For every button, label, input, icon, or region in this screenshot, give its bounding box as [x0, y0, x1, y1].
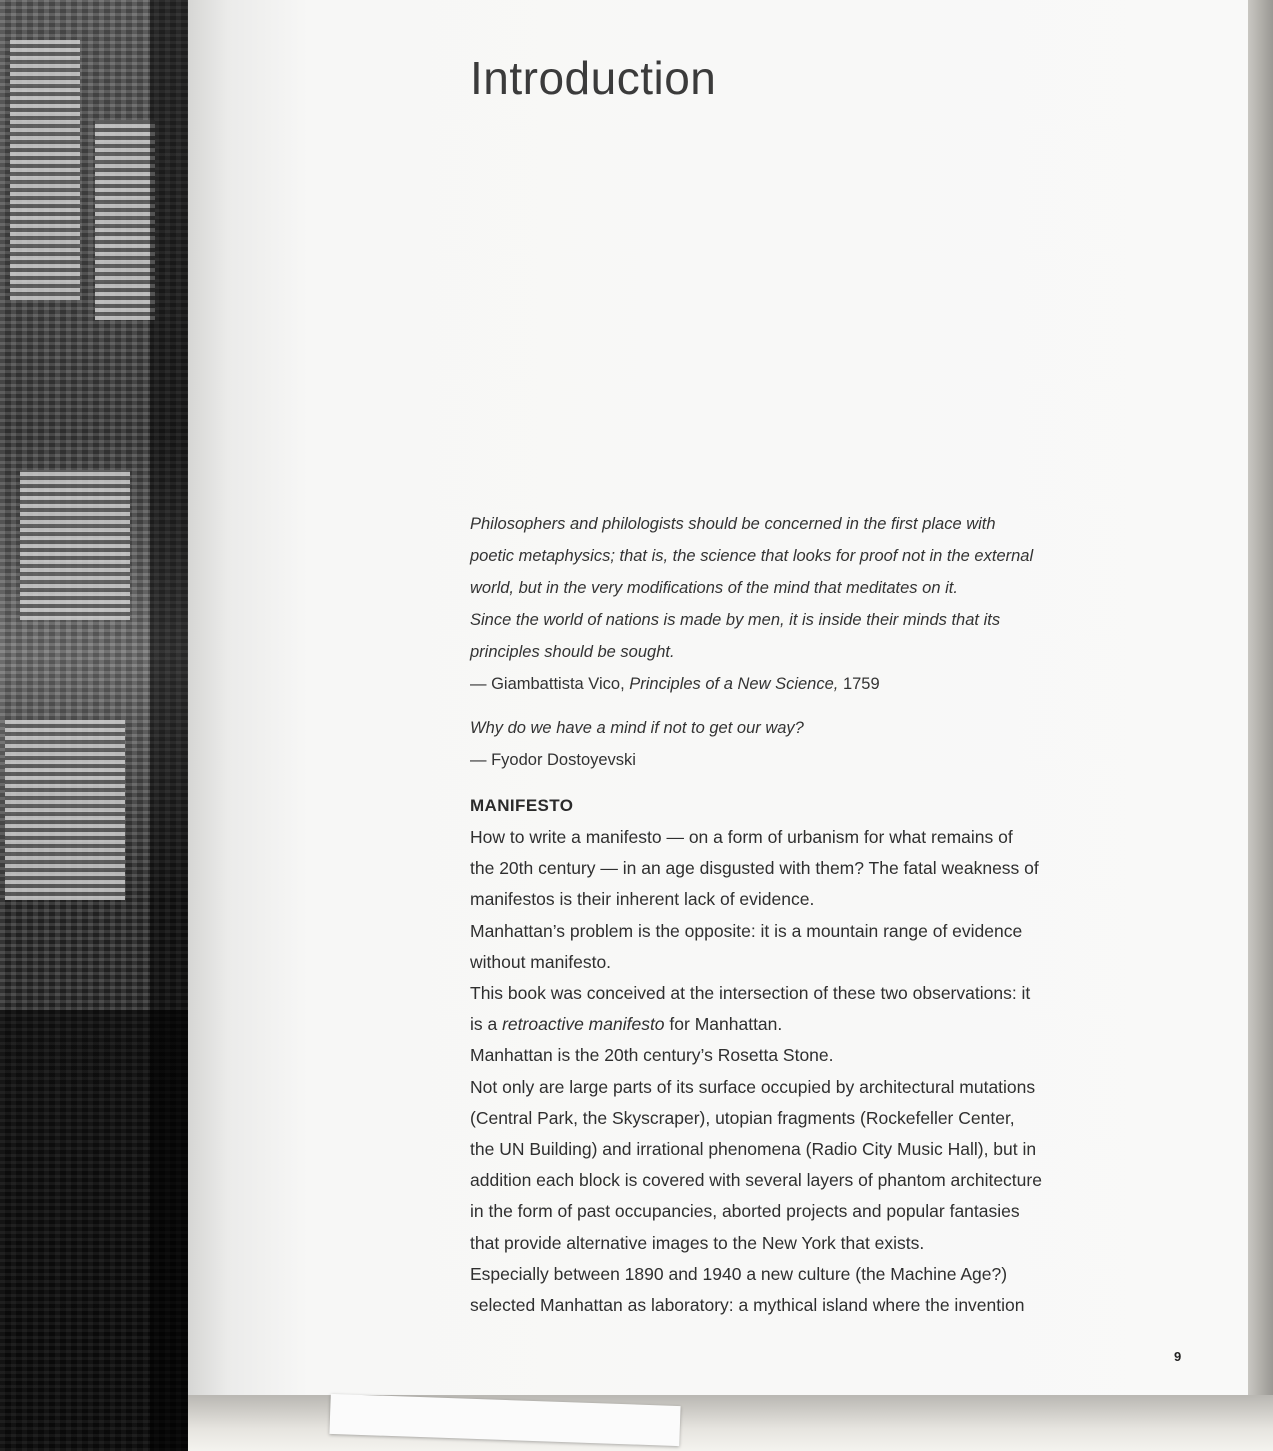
- body-line: Especially between 1890 and 1940 a new culture (the Machine Age?): [470, 1263, 1008, 1284]
- retro-prefix: is a: [470, 1014, 503, 1035]
- page-content: [470, 52, 1190, 1321]
- body-line: without manifesto.: [470, 951, 612, 972]
- quote-line: Since the world of nations is made by men, it is inside their minds that its: [470, 611, 1001, 629]
- body-line: selected Manhattan as laboratory: a mythical island where the invention: [470, 1295, 1025, 1316]
- section-heading: MANIFESTO: [470, 796, 574, 815]
- photo-building-3: [20, 470, 130, 620]
- quote-attribution-dostoyevski: — Fyodor Dostoyevski: [470, 751, 636, 769]
- quote-line: poetic metaphysics; that is, the science that looks for proof not in the external: [470, 547, 1034, 565]
- body-line: addition each block is covered with several layers of phantom architecture: [470, 1170, 1042, 1191]
- page-title: Introduction: [470, 52, 717, 104]
- epigraph-dostoyevski: [470, 712, 1190, 776]
- retro-emphasis: retroactive manifesto: [502, 1014, 665, 1035]
- quote-line: world, but in the very modifications of the mind that meditates on it.: [470, 579, 958, 597]
- quote-line: Why do we have a mind if not to get our way?: [470, 719, 804, 737]
- photo-shadow-2: [0, 1010, 205, 1451]
- body-line: the 20th century — in an age disgusted with them? The fatal weakness of: [470, 858, 1039, 879]
- quote-attribution-vico: [470, 668, 1190, 700]
- quote-line: principles should be sought.: [470, 643, 675, 661]
- quote-line: Philosophers and philologists should be concerned in the first place with: [470, 515, 996, 533]
- page-edge-right: [1248, 0, 1273, 1451]
- body-line: How to write a manifesto — on a form of urbanism for what remains of: [470, 827, 1013, 847]
- retro-suffix: for Manhattan.: [664, 1014, 783, 1035]
- body-line: in the form of past occupancies, aborted projects and popular fantasies: [470, 1201, 1020, 1222]
- attribution-year: 1759: [838, 675, 880, 693]
- photo-building-1: [10, 40, 80, 300]
- body-line: Manhattan’s problem is the opposite: it is a mountain range of evidence: [470, 920, 1023, 941]
- body-line: (Central Park, the Skyscraper), utopian fragments (Rockefeller Center,: [470, 1107, 1015, 1128]
- photo-building-2: [95, 120, 155, 320]
- epigraph-vico: [470, 508, 1190, 700]
- attribution-work-title: Principles of a New Science,: [629, 675, 839, 693]
- cityscape-photo-strip: [0, 0, 205, 1451]
- body-line: the UN Building) and irrational phenomena (Radio City Music Hall), but in: [470, 1139, 1037, 1160]
- body-line: Not only are large parts of its surface occupied by architectural mutations: [470, 1076, 1036, 1097]
- page-number: 9: [1174, 1349, 1182, 1364]
- photo-building-4: [5, 720, 125, 900]
- body-line-retroactive: [470, 1009, 1190, 1040]
- attribution-author: — Giambattista Vico,: [470, 675, 630, 693]
- body-line: This book was conceived at the intersection of these two observations: it: [470, 983, 1031, 1004]
- body-line: that provide alternative images to the New York that exists.: [470, 1232, 925, 1253]
- section-body: [470, 822, 1190, 1321]
- body-line: manifestos is their inherent lack of evidence.: [470, 889, 815, 910]
- body-line: Manhattan is the 20th century’s Rosetta Stone.: [470, 1045, 834, 1066]
